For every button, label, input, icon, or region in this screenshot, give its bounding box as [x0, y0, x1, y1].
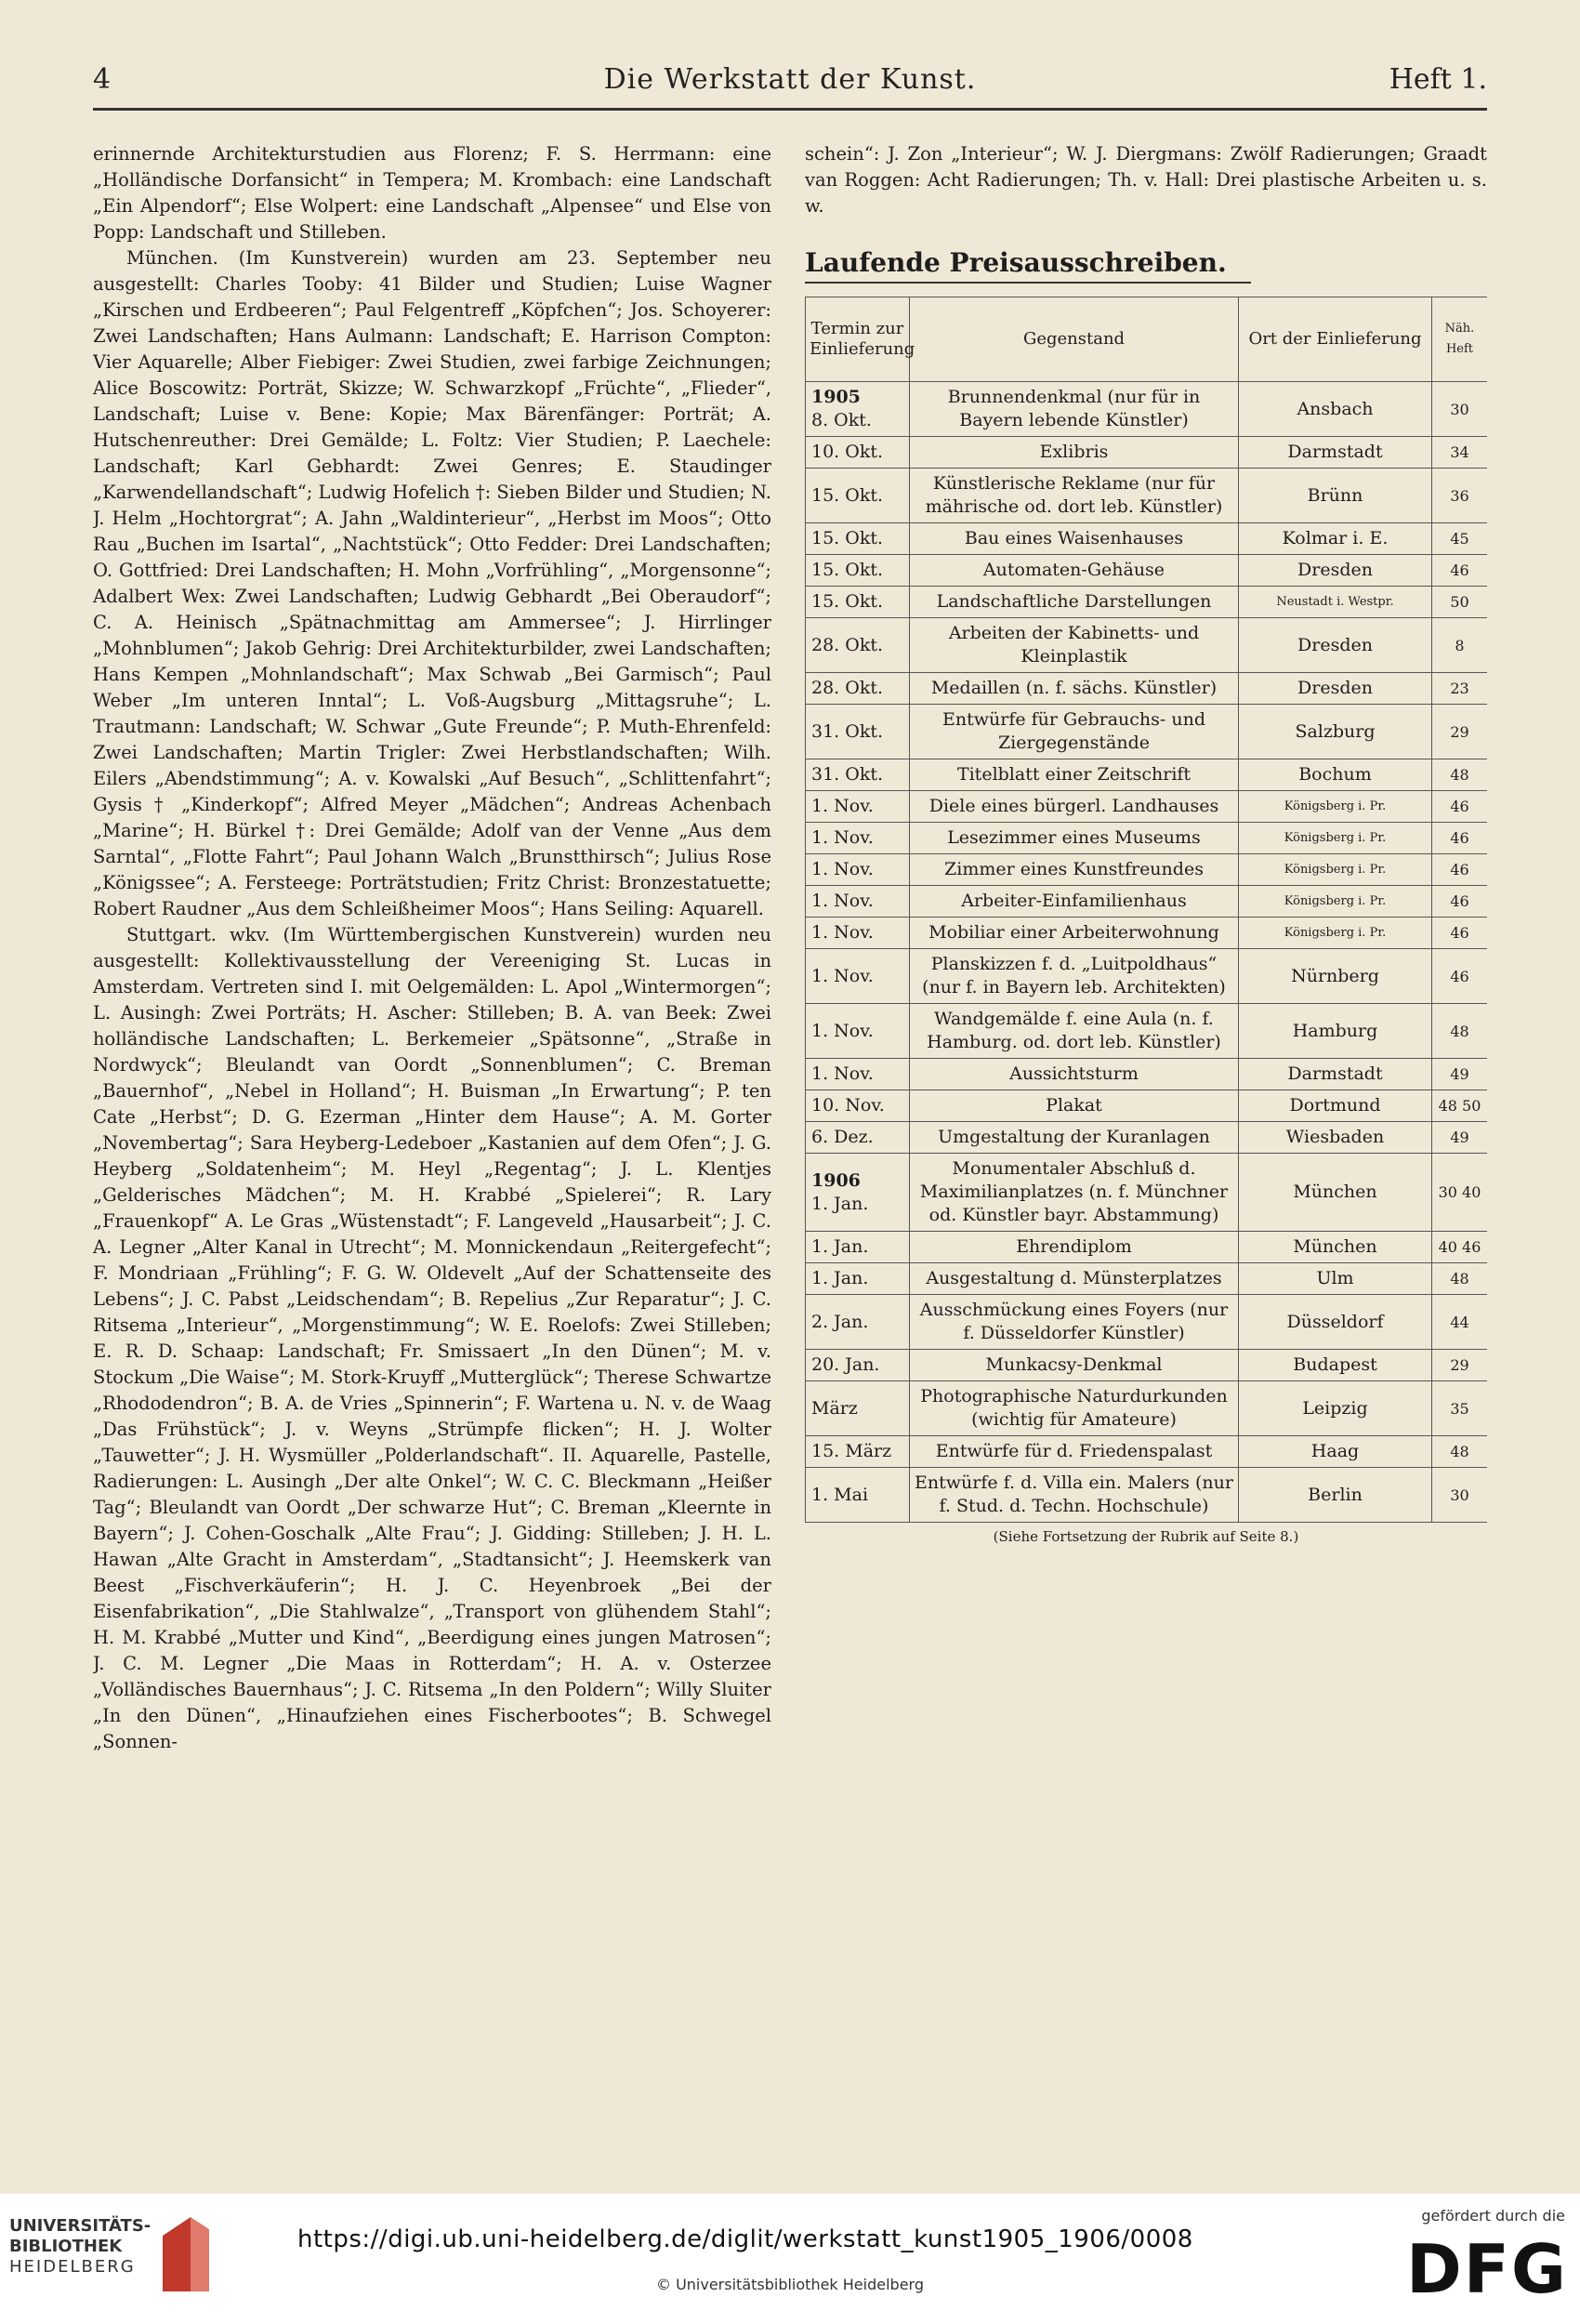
deadline-cell: 2. Jan. — [806, 1295, 910, 1350]
deadline-cell: 28. Okt. — [806, 618, 910, 673]
table-row — [806, 469, 1488, 523]
table-row — [806, 587, 1488, 618]
subject-cell: Landschaftliche Darstellungen — [910, 587, 1239, 618]
deadline-cell: 20. Jan. — [806, 1350, 910, 1381]
place-cell: Salzburg — [1239, 705, 1432, 759]
deadline-cell: 1. Nov. — [806, 918, 910, 949]
subject-cell: Künstlerische Reklame (nur für mährische od. dort leb. Künstler) — [910, 469, 1239, 523]
deadline-cell: 1. Nov. — [806, 949, 910, 1004]
table-row — [806, 1295, 1488, 1350]
issue-cell: 44 — [1432, 1295, 1488, 1350]
issue-cell: 30 — [1432, 382, 1488, 437]
issue-cell: 23 — [1432, 673, 1488, 705]
deadline-cell: März — [806, 1381, 910, 1436]
table-row — [806, 886, 1488, 918]
place-cell: Dortmund — [1239, 1090, 1432, 1122]
place-cell: Hamburg — [1239, 1004, 1432, 1059]
deadline-cell: 1. Nov. — [806, 1059, 910, 1090]
issue-cell: 29 — [1432, 705, 1488, 759]
table-row — [806, 949, 1488, 1004]
competitions-table — [805, 297, 1487, 1523]
subject-cell: Arbeiter-Einfamilienhaus — [910, 886, 1239, 918]
right-column — [805, 141, 1487, 2084]
subject-cell: Munkacsy-Denkmal — [910, 1350, 1239, 1381]
subject-cell: Entwürfe für Gebrauchs- und Ziergegenstände — [910, 705, 1239, 759]
place-cell: Darmstadt — [1239, 437, 1432, 469]
issue-cell: 29 — [1432, 1350, 1488, 1381]
subject-cell: Photographische Naturdurkunden (wichtig für Amateure) — [910, 1381, 1239, 1436]
deadline-cell: 28. Okt. — [806, 673, 910, 705]
deadline-cell: 1. Nov. — [806, 886, 910, 918]
deadline-cell: 10. Nov. — [806, 1090, 910, 1122]
place-cell: Königsberg i. Pr. — [1239, 854, 1432, 886]
place-cell: Brünn — [1239, 469, 1432, 523]
paragraph-muenchen: München. (Im Kunstverein) wurden am 23. September neu ausgestellt: Charles Tooby: 41 Bilder und Studien; Luise Wagner „Kirschen und Erdbeeren“; Paul Felgentreff „Köpfchen“; Jos. Schoyerer: Zwei Landschaften; Hans Aulmann: Landschaft; E. Harrison Compton: Vier Aquarelle; Alber Fiebiger: Zwei Studien, zwei farbige Zeichnungen; Alice Boscowitz: Porträt, Skizze; W. Schwarzkopf „Früchte“, „Flieder“, Landschaft; Luise v. Bene: Kopie; Max Bärenfänger: Porträt; A. Hutschenreuther: Drei Gemälde; L. Foltz: Vier Studien; P. Laechele: Landschaft; Karl Gebhardt: Zwei Genres; E. Staudinger „Karwendellandschaft“; Ludwig Hofelich †: Sieben Bilder und Studien; N. J. Helm „Hochtorgrat“; A. Jahn „Waldinterieur“, „Herbst im Moos“; Otto Rau „Buchen im Isartal“, „Nachtstück“; Otto Fedder: Drei Landschaften; O. Gottfried: Drei Landschaften; H. Mohn „Vorfrühling“, „Morgensonne“; Adalbert Wex: Zwei Landschaften; Ludwig Gebhardt „Bei Oberaudorf“; C. A. Heinisch „Spätnachmittag am Ammersee“; J. Hirrlinger „Mohnblumen“; Jakob Gehrig: Drei Architekturbilder, zwei Landschaften; Hans Kempen „Mohnlandschaft“; Max Schwab „Bei Garmisch“; Paul Weber „Im unteren Inntal“; L. Voß-Augsburg „Mittagsruhe“; L. Trautmann: Landschaft; W. Schwar „Gute Freunde“; P. Muth-Ehrenfeld: Zwei Landschaften; Martin Trigler: Zwei Herbstlandschaften; Wilh. Eilers „Abendstimmung“; A. v. Kowalski „Auf Besuch“, „Schlittenfahrt“; Gysis † „Kinderkopf“; Alfred Meyer „Mädchen“; Andreas Achenbach „Marine“; H. Bürkel †: Drei Gemälde; Adolf van der Venne „Aus dem Sarntal“, „Flotte Fahrt“; Paul Johann Walch „Brunstthirsch“; Julius Rose „Königssee“; A. Fersteege: Porträtstudien; Fritz Christ: Bronzestatuette; Robert Raudner „Aus dem Schleißheimer Moos“; Hans Seiling: Aquarell. — [93, 247, 771, 919]
deadline-cell: 15. März — [806, 1436, 910, 1468]
subject-cell: Ausgestaltung d. Münsterplatzes — [910, 1263, 1239, 1295]
table-row — [806, 1436, 1488, 1468]
subject-cell: Brunnendenkmal (nur für in Bayern lebende Künstler) — [910, 382, 1239, 437]
issue-cell: 46 — [1432, 823, 1488, 854]
place-cell: Bochum — [1239, 759, 1432, 791]
place-cell: Ulm — [1239, 1263, 1432, 1295]
table-row — [806, 382, 1488, 437]
deadline-text: 1. Jan. — [811, 1193, 869, 1214]
place-cell: Neustadt i. Westpr. — [1239, 587, 1432, 618]
issue-cell: 48 — [1432, 759, 1488, 791]
table-footnote: (Siehe Fortsetzung der Rubrik auf Seite 8.) — [993, 1528, 1299, 1545]
deadline-cell: 1. Nov. — [806, 823, 910, 854]
header-deadline: Termin zur Einlieferung — [806, 297, 910, 382]
place-cell: Dresden — [1239, 555, 1432, 587]
subject-cell: Arbeiten der Kabinetts- und Kleinplastik — [910, 618, 1239, 673]
library-name: UNIVERSITÄTS- BIBLIOTHEK HEIDELBERG — [9, 2216, 151, 2277]
table-body — [806, 382, 1488, 1523]
year-label: 1905 — [811, 387, 861, 407]
subject-cell: Monumentaler Abschluß d. Maximilianplatzes (n. f. Münchner od. Künstler bayr. Abstammung) — [910, 1154, 1239, 1232]
issue-cell: 30 40 — [1432, 1154, 1488, 1232]
subject-cell: Ehrendiplom — [910, 1232, 1239, 1263]
subject-cell: Lesezimmer eines Museums — [910, 823, 1239, 854]
table-row — [806, 618, 1488, 673]
viewer-footer — [0, 2194, 1580, 2324]
table-row — [806, 1232, 1488, 1263]
place-cell: Königsberg i. Pr. — [1239, 886, 1432, 918]
issue-cell: 8 — [1432, 618, 1488, 673]
table-row — [806, 1350, 1488, 1381]
table-row — [806, 918, 1488, 949]
issue-cell: 35 — [1432, 1381, 1488, 1436]
issue-cell: 46 — [1432, 949, 1488, 1004]
issue-cell: 46 — [1432, 555, 1488, 587]
place-cell: Haag — [1239, 1436, 1432, 1468]
subject-cell: Wandgemälde f. eine Aula (n. f. Hamburg. od. dort leb. Künstler) — [910, 1004, 1239, 1059]
issue-cell: 48 50 — [1432, 1090, 1488, 1122]
subject-cell: Entwürfe für d. Friedenspalast — [910, 1436, 1239, 1468]
journal-title: Die Werkstatt der Kunst. — [603, 63, 977, 96]
issue-cell: 46 — [1432, 854, 1488, 886]
issue-cell: 34 — [1432, 437, 1488, 469]
deadline-cell: 15. Okt. — [806, 523, 910, 555]
table-row — [806, 1263, 1488, 1295]
deadline-cell: 31. Okt. — [806, 759, 910, 791]
issue-cell: 30 — [1432, 1468, 1488, 1523]
issue-cell: 36 — [1432, 469, 1488, 523]
subject-cell: Automaten-Gehäuse — [910, 555, 1239, 587]
table-row — [806, 1122, 1488, 1154]
place-cell: München — [1239, 1154, 1432, 1232]
permalink-url[interactable]: https://digi.ub.uni-heidelberg.de/diglit/werkstatt_kunst1905_1906/0008 — [297, 2225, 1193, 2253]
place-cell: Ansbach — [1239, 382, 1432, 437]
place-cell: Königsberg i. Pr. — [1239, 791, 1432, 823]
deadline-cell: 1. Nov. — [806, 791, 910, 823]
table-row — [806, 705, 1488, 759]
issue-cell: 48 — [1432, 1263, 1488, 1295]
paragraph-stuttgart: Stuttgart. wkv. (Im Württembergischen Kunstverein) wurden neu ausgestellt: Kollektivausstellung der Vereeniging St. Lucas in Amsterdam. Vertreten sind I. mit Oelgemälden: L. Apol „Wintermorgen“; L. Ausingh: Zwei Porträts; H. Ascher: Stilleben; B. A. van Beek: Zwei holländische Landschaften; L. Berkemeier „Spätsonne“, „Straße in Nordwyck“; Bleulandt van Oordt „Sonnenblumen“; C. Breman „Bauernhof“, „Nebel in Holland“; H. Buisman „In Erwartung“; P. ten Cate „Herbst“; D. G. Ezerman „Hinter dem Hause“; A. M. Gorter „Novembertag“; Sara Heyberg-Ledeboer „Kastanien auf dem Ofen“; J. G. Heyberg „Soldatenheim“; M. Heyl „Regentag“; J. L. Klentjes „Gelderisches Mädchen“; M. H. Krabbé „Spielerei“; R. Lary „Frauenkopf“ A. Le Gras „Wüstenstadt“; F. Langeveld „Hausarbeit“; J. C. A. Legner „Alter Kanal in Utrecht“; M. Monnickendaun „Reitergefecht“; F. Mondriaan „Frühling“; F. G. W. Oldevelt „Auf der Schattenseite des Lebens“; J. C. Pabst „Leidschendam“; B. Repelius „Zur Reparatur“; J. C. Ritsema „Interieur“, „Morgenstimmung“; W. E. Roelofs: Zwei Stilleben; E. R. D. Schaap: Landschaft; Fr. Smissaert „In den Dünen“; M. v. Stockum „Die Waise“; M. Stork-Kruyff „Mutterglück“; Therese Schwartze „Rhododendron“; B. A. de Vries „Spinnerin“; F. Wartena u. N. v. de Waag „Das Frühstück“; J. v. Weyns „Strümpfe flicken“; H. J. Wolter „Tauwetter“; J. H. Wysmüller „Polderlandschaft“. II. Aquarelle, Pastelle, Radierungen: L. Ausingh „Der alte Onkel“; W. C. C. Bleckmann „Heißer Tag“; Bleulandt van Oordt „Der schwarze Hut“; C. Breman „Kleernte in Bayern“; J. Cohen-Goschalk „Alte Frau“; J. Gidding: Stilleben; J. H. L. Hawan „Alte Gracht in Amsterdam“, „Stadtansicht“; J. Heemskerk van Beest „Fischverkäuferin“; H. J. C. Heyenbroek „Bei der Eisenfabrikation“, „Die Stahlwalze“, „Transport von glühendem Stahl“; H. M. Krabbé „Mutter und Kind“, „Beerdigung eines jungen Matrosen“; J. C. M. Legner „Die Maas in Rotterdam“; H. A. v. Osterzee „Volländisches Bauernhaus“; J. C. Ritsema „In den Poldern“; Willy Sluiter „In den Dünen“, „Hinaufziehen eines Fischerbootes“; B. Schwegel „Sonnen- — [93, 924, 771, 1752]
deadline-cell: 15. Okt. — [806, 469, 910, 523]
issue-cell: 46 — [1432, 886, 1488, 918]
subject-cell: Titelblatt einer Zeitschrift — [910, 759, 1239, 791]
deadline-cell: 1. Nov. — [806, 854, 910, 886]
place-cell: Königsberg i. Pr. — [1239, 823, 1432, 854]
table-row — [806, 523, 1488, 555]
section-title: Laufende Preisausschreiben. — [805, 247, 1251, 284]
table-row — [806, 437, 1488, 469]
place-cell: Düsseldorf — [1239, 1295, 1432, 1350]
place-cell: Berlin — [1239, 1468, 1432, 1523]
subject-cell: Planskizzen f. d. „Luitpoldhaus“ (nur f. in Bayern leb. Architekten) — [910, 949, 1239, 1004]
year-label: 1906 — [811, 1169, 861, 1191]
dfg-logo-icon — [1403, 2231, 1571, 2305]
deadline-cell: 31. Okt. — [806, 705, 910, 759]
sponsor-text: gefördert durch die — [1421, 2207, 1565, 2225]
subject-cell: Umgestaltung der Kuranlagen — [910, 1122, 1239, 1154]
table-row — [806, 673, 1488, 705]
place-cell: Nürnberg — [1239, 949, 1432, 1004]
place-cell: Wiesbaden — [1239, 1122, 1432, 1154]
place-cell: München — [1239, 1232, 1432, 1263]
table-header-row — [806, 297, 1488, 382]
issue-cell: 45 — [1432, 523, 1488, 555]
table-row — [806, 1154, 1488, 1232]
dfg-logo-letters: DFG — [1405, 2231, 1569, 2305]
place-cell: Königsberg i. Pr. — [1239, 918, 1432, 949]
deadline-cell: 1. Jan. — [806, 1263, 910, 1295]
table-row — [806, 759, 1488, 791]
header-place: Ort der Einlieferung — [1239, 297, 1432, 382]
table-row — [806, 854, 1488, 886]
issue-cell: 46 — [1432, 918, 1488, 949]
deadline-cell — [806, 382, 910, 437]
deadline-cell: 15. Okt. — [806, 555, 910, 587]
subject-cell: Bau eines Waisenhauses — [910, 523, 1239, 555]
table-row — [806, 555, 1488, 587]
header-subject: Gegenstand — [910, 297, 1239, 382]
table-row — [806, 1059, 1488, 1090]
place-cell: Kolmar i. E. — [1239, 523, 1432, 555]
issue-cell: 49 — [1432, 1122, 1488, 1154]
table-row — [806, 823, 1488, 854]
running-header — [93, 63, 1487, 110]
subject-cell: Medaillen (n. f. sächs. Künstler) — [910, 673, 1239, 705]
left-column — [93, 141, 771, 2066]
table-row — [806, 1381, 1488, 1436]
copyright-notice: © Universitätsbibliothek Heidelberg — [655, 2276, 924, 2293]
subject-cell: Mobiliar einer Arbeiterwohnung — [910, 918, 1239, 949]
table-row — [806, 791, 1488, 823]
subject-cell: Zimmer eines Kunstfreundes — [910, 854, 1239, 886]
subject-cell: Aussichtsturm — [910, 1059, 1239, 1090]
subject-cell: Ausschmückung eines Foyers (nur f. Düsseldorfer Künstler) — [910, 1295, 1239, 1350]
deadline-text: 8. Okt. — [811, 410, 872, 430]
subject-cell: Exlibris — [910, 437, 1239, 469]
deadline-cell: 10. Okt. — [806, 437, 910, 469]
issue-cell: 49 — [1432, 1059, 1488, 1090]
issue-cell: 48 — [1432, 1004, 1488, 1059]
place-cell: Dresden — [1239, 618, 1432, 673]
issue-cell: 40 46 — [1432, 1232, 1488, 1263]
issue-cell: 50 — [1432, 587, 1488, 618]
table-row — [806, 1004, 1488, 1059]
header-rule — [93, 108, 1487, 111]
place-cell: Budapest — [1239, 1350, 1432, 1381]
issue-cell: 48 — [1432, 1436, 1488, 1468]
issue-number: Heft 1. — [1389, 63, 1487, 96]
deadline-cell: 6. Dez. — [806, 1122, 910, 1154]
place-cell: Leipzig — [1239, 1381, 1432, 1436]
deadline-cell: 1. Jan. — [806, 1232, 910, 1263]
continued-text: schein“: J. Zon „Interieur“; W. J. Diergmans: Zwölf Radierungen; Graadt van Roggen: Acht Radierungen; Th. v. Hall: Drei plastische Arbeiten u. s. w. — [805, 143, 1487, 217]
subject-cell: Diele eines bürgerl. Landhauses — [910, 791, 1239, 823]
header-issue: Näh. Heft — [1432, 297, 1488, 382]
table-row — [806, 1468, 1488, 1523]
subject-cell: Plakat — [910, 1090, 1239, 1122]
issue-cell: 46 — [1432, 791, 1488, 823]
deadline-cell — [806, 1154, 910, 1232]
place-cell: Dresden — [1239, 673, 1432, 705]
deadline-cell: 1. Mai — [806, 1468, 910, 1523]
place-cell: Darmstadt — [1239, 1059, 1432, 1090]
deadline-cell: 1. Nov. — [806, 1004, 910, 1059]
table-row — [806, 1090, 1488, 1122]
page-number: 4 — [93, 63, 112, 96]
deadline-cell: 15. Okt. — [806, 587, 910, 618]
subject-cell: Entwürfe f. d. Villa ein. Malers (nur f. Stud. d. Techn. Hochschule) — [910, 1468, 1239, 1523]
paragraph-florence: erinnernde Architekturstudien aus Florenz; F. S. Herrmann: eine „Holländische Dorfansicht“ in Tempera; M. Krombach: eine Landschaft „Ein Alpendorf“; Else Wolpert: eine Landschaft „Alpensee“ und Else von Popp: Landschaft und Stilleben. — [93, 143, 771, 243]
